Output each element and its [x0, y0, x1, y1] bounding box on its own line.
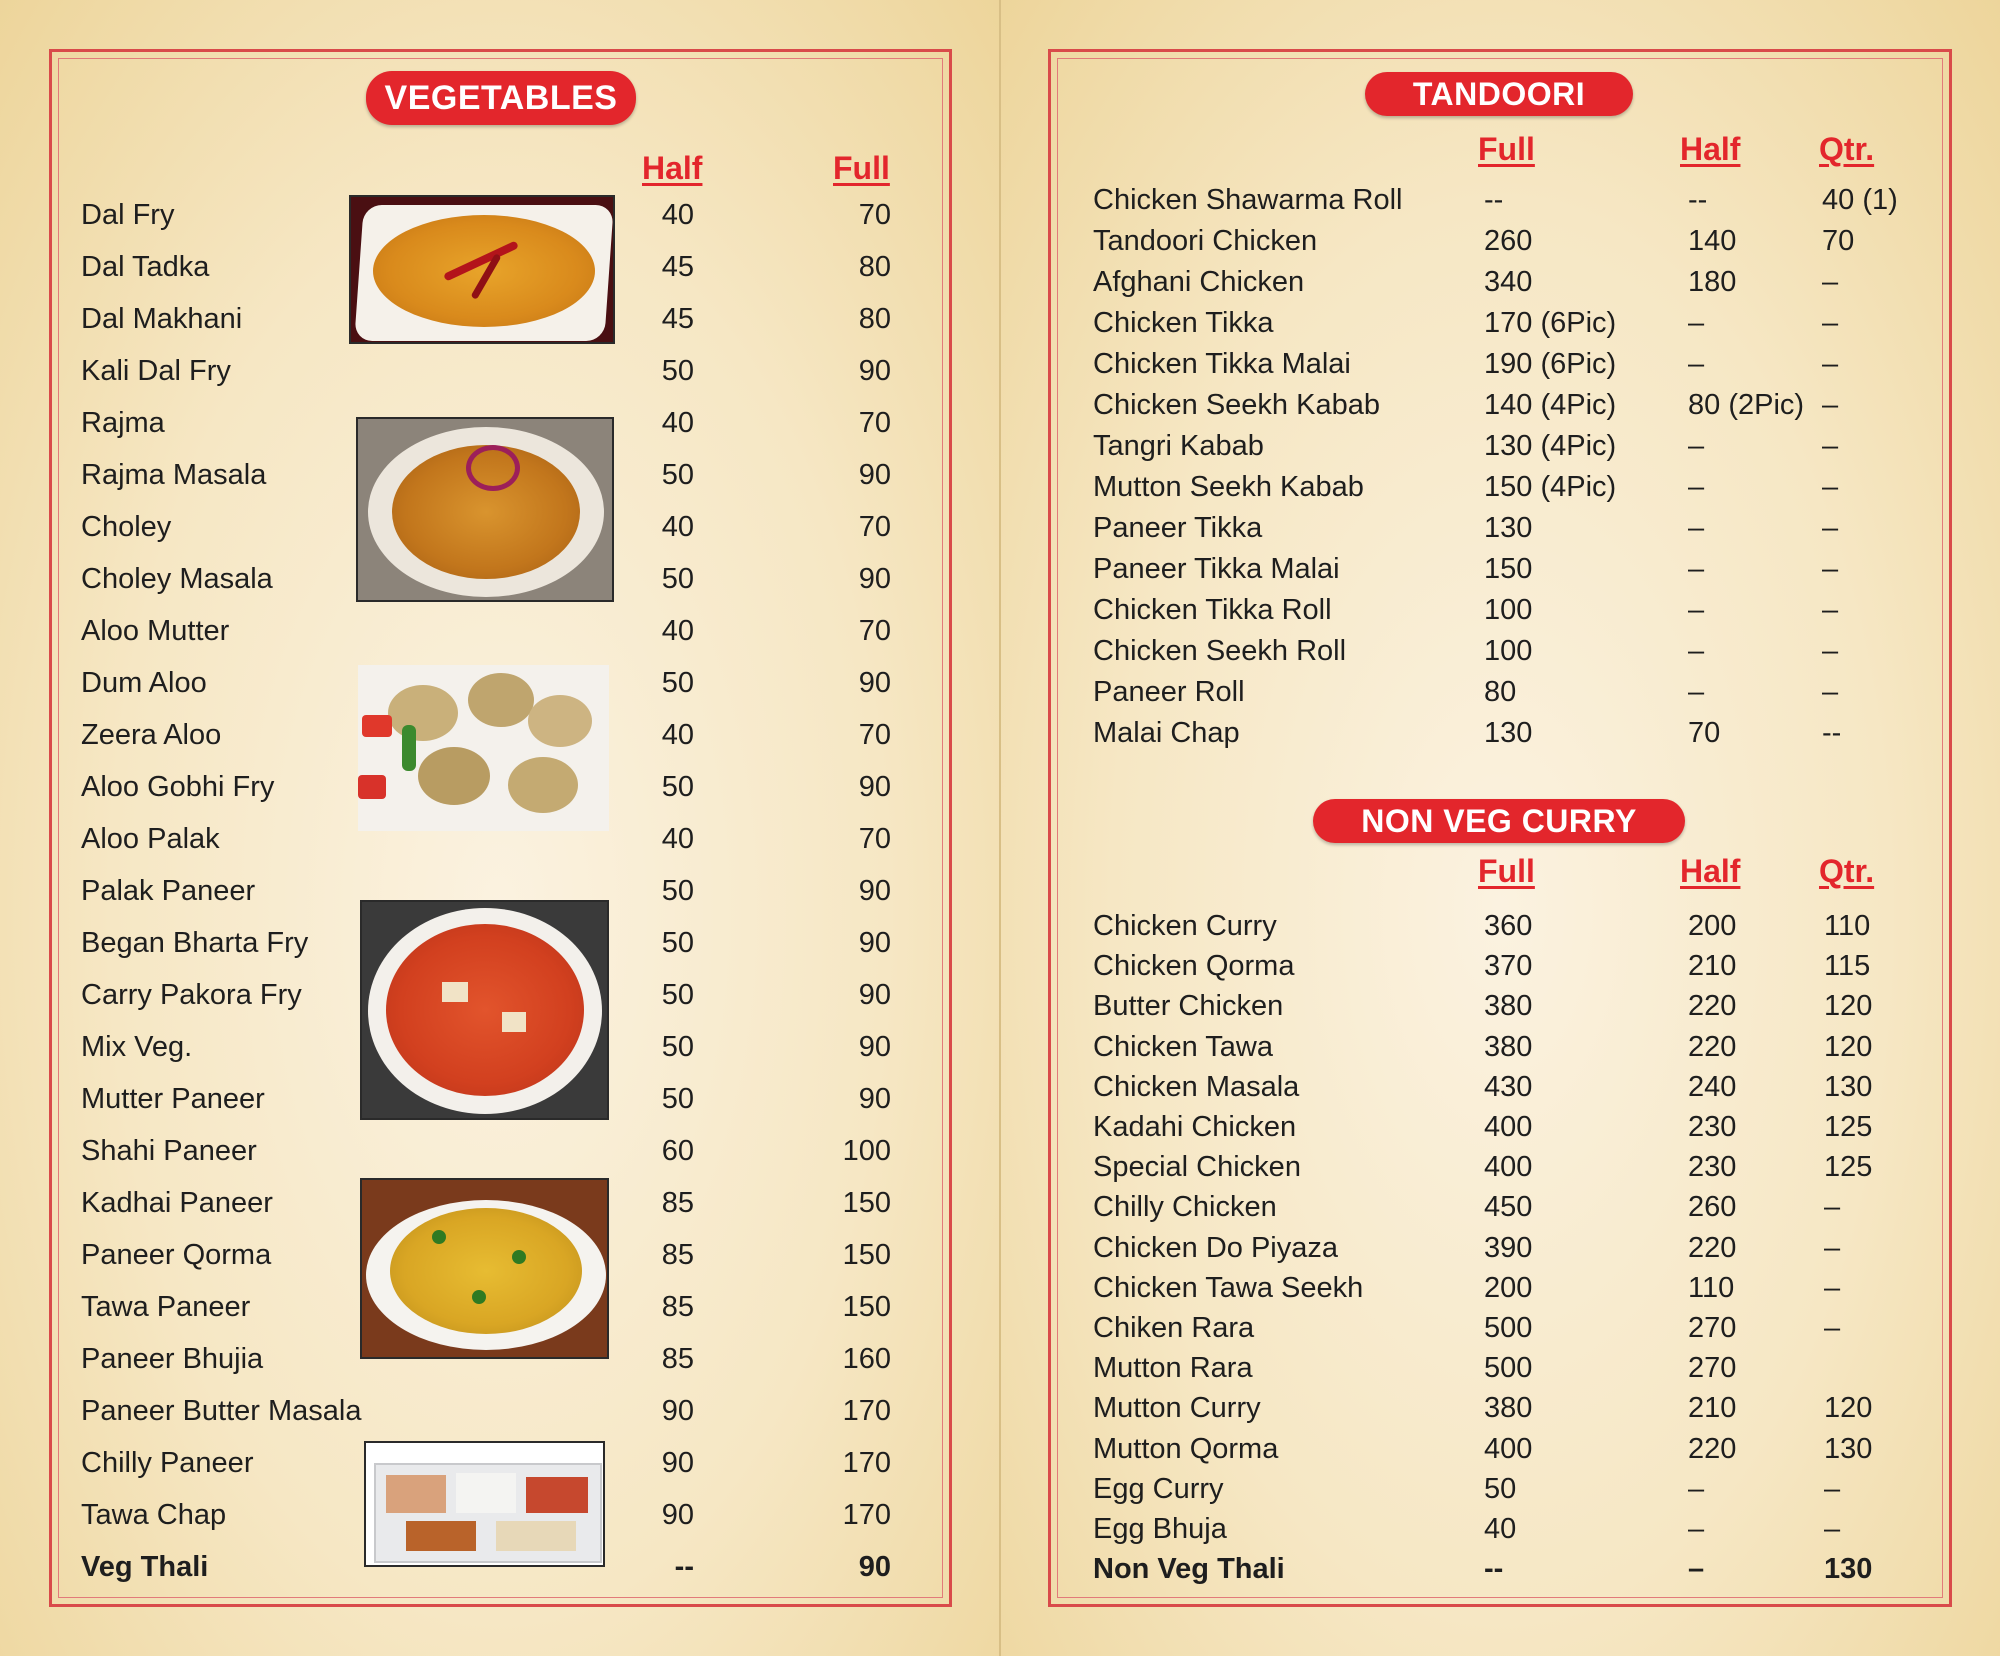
tandoori-item-qtr: –	[1822, 594, 1839, 626]
curry-item-full: 500	[1484, 1312, 1533, 1344]
tandoori-item-full: --	[1484, 184, 1504, 216]
curry-item-qtr: 110	[1824, 910, 1871, 942]
veg-item-full: 80	[858, 251, 891, 283]
tandoori-item-name: Tandoori Chicken	[1093, 225, 1318, 257]
curry-item-qtr: 120	[1824, 1392, 1873, 1424]
curry-col-full: Full	[1478, 853, 1535, 889]
tandoori-item-name: Chicken Seekh Roll	[1093, 635, 1347, 667]
veg-item-half: 40	[661, 823, 694, 855]
tandoori-item-name: Paneer Roll	[1093, 676, 1245, 708]
tandoori-item-name: Chicken Tikka	[1093, 307, 1274, 339]
rajma-photo	[356, 417, 614, 602]
curry-item-qtr: –	[1824, 1312, 1841, 1344]
tandoori-item-full: 260	[1484, 225, 1533, 257]
tandoori-item-qtr: –	[1822, 430, 1839, 462]
curry-item-qtr: 130	[1824, 1433, 1873, 1465]
tandoori-item-full: 100	[1484, 594, 1533, 626]
curry-item-full: 200	[1484, 1272, 1533, 1304]
veg-item-full: 150	[842, 1291, 891, 1323]
veg-item-name: Kali Dal Fry	[81, 355, 231, 387]
curry-item-full: --	[1484, 1553, 1504, 1585]
veg-item-name: Veg Thali	[81, 1551, 209, 1583]
veg-item-full: 170	[842, 1447, 891, 1479]
curry-item-half: 210	[1688, 950, 1737, 982]
curry-item-qtr: 125	[1824, 1111, 1873, 1143]
veg-item-full: 90	[858, 667, 891, 699]
tandoori-item-half: –	[1688, 471, 1705, 503]
tandoori-item-qtr: 40 (1)	[1822, 184, 1898, 216]
veg-item-full: 70	[858, 407, 891, 439]
veg-item-full: 160	[842, 1343, 891, 1375]
tandoori-item-full: 130 (4Pic)	[1484, 430, 1617, 462]
tandoori-item-qtr: –	[1822, 266, 1839, 298]
tandoori-item-half: –	[1688, 676, 1705, 708]
veg-item-half: 85	[661, 1291, 694, 1323]
curry-item-full: 430	[1484, 1071, 1533, 1103]
curry-item-half: –	[1688, 1513, 1705, 1545]
veg-item-full: 90	[858, 875, 891, 907]
tandoori-item-qtr: --	[1822, 717, 1842, 749]
tandoori-item-full: 80	[1484, 676, 1517, 708]
curry-item-half: 270	[1688, 1312, 1737, 1344]
veg-item-half: 90	[661, 1499, 694, 1531]
curry-item-name: Chicken Masala	[1093, 1071, 1300, 1103]
veg-item-name: Began Bharta Fry	[81, 927, 309, 959]
curry-item-qtr: –	[1824, 1272, 1841, 1304]
curry-col-half: Half	[1680, 853, 1741, 889]
curry-item-half: –	[1688, 1553, 1705, 1585]
veg-item-half: 50	[661, 927, 694, 959]
veg-item-name: Zeera Aloo	[81, 719, 222, 751]
curry-item-qtr: 130	[1824, 1553, 1873, 1585]
tandoori-item-qtr: –	[1822, 348, 1839, 380]
tandoori-title: TANDOORI	[1365, 72, 1633, 116]
veg-item-full: 90	[858, 563, 891, 595]
tandoori-item-full: 130	[1484, 512, 1533, 544]
veg-item-full: 90	[858, 355, 891, 387]
curry-item-full: 50	[1484, 1473, 1517, 1505]
tandoori-item-qtr: –	[1822, 676, 1839, 708]
veg-item-half: 40	[661, 199, 694, 231]
curry-item-name: Butter Chicken	[1093, 990, 1284, 1022]
veg-item-full: 170	[842, 1499, 891, 1531]
veg-item-name: Shahi Paneer	[81, 1135, 257, 1167]
veg-item-half: 50	[661, 1083, 694, 1115]
veg-item-half: 45	[661, 303, 694, 335]
veg-item-name: Kadhai Paneer	[81, 1187, 273, 1219]
tandoori-item-full: 340	[1484, 266, 1533, 298]
tandoori-col-full: Full	[1478, 131, 1535, 167]
curry-item-half: 210	[1688, 1392, 1737, 1424]
tandoori-item-qtr: –	[1822, 635, 1839, 667]
veg-item-full: 70	[858, 719, 891, 751]
veg-item-half: 40	[661, 615, 694, 647]
veg-item-half: 40	[661, 407, 694, 439]
veg-item-half: 50	[661, 979, 694, 1011]
non-veg-curry-title: NON VEG CURRY	[1313, 799, 1685, 843]
curry-item-name: Mutton Curry	[1093, 1392, 1261, 1424]
veg-item-name: Carry Pakora Fry	[81, 979, 302, 1011]
tandoori-item-qtr: –	[1822, 512, 1839, 544]
curry-item-name: Special Chicken	[1093, 1151, 1301, 1183]
tandoori-item-name: Malai Chap	[1093, 717, 1240, 749]
curry-item-full: 40	[1484, 1513, 1517, 1545]
tandoori-item-half: –	[1688, 348, 1705, 380]
curry-item-half: –	[1688, 1473, 1705, 1505]
tandoori-item-half: –	[1688, 512, 1705, 544]
veg-item-half: 50	[661, 667, 694, 699]
curry-item-name: Mutton Qorma	[1093, 1433, 1279, 1465]
tandoori-item-half: 70	[1688, 717, 1721, 749]
veg-item-half: 50	[661, 1031, 694, 1063]
curry-item-name: Chilly Chicken	[1093, 1191, 1277, 1223]
veg-item-half: 50	[661, 355, 694, 387]
curry-item-half: 110	[1688, 1272, 1735, 1304]
curry-item-half: 240	[1688, 1071, 1737, 1103]
veg-item-name: Choley Masala	[81, 563, 273, 595]
tandoori-item-half: 140	[1688, 225, 1737, 257]
curry-item-half: 220	[1688, 1433, 1737, 1465]
curry-item-half: 270	[1688, 1352, 1737, 1384]
page-fold	[999, 0, 1001, 1656]
veg-item-name: Choley	[81, 511, 172, 543]
curry-item-qtr: 115	[1824, 950, 1871, 982]
curry-item-full: 450	[1484, 1191, 1533, 1223]
veg-item-name: Rajma Masala	[81, 459, 267, 491]
veg-item-name: Chilly Paneer	[81, 1447, 254, 1479]
tandoori-item-name: Chicken Tikka Malai	[1093, 348, 1351, 380]
curry-item-name: Chicken Curry	[1093, 910, 1277, 942]
veg-item-name: Dal Fry	[81, 199, 175, 231]
veg-item-name: Mutter Paneer	[81, 1083, 265, 1115]
veg-item-full: 90	[858, 1551, 891, 1583]
curry-item-name: Egg Curry	[1093, 1473, 1224, 1505]
tandoori-item-name: Afghani Chicken	[1093, 266, 1305, 298]
veg-item-name: Paneer Bhujia	[81, 1343, 264, 1375]
veg-item-half: 85	[661, 1239, 694, 1271]
curry-item-qtr: –	[1824, 1513, 1841, 1545]
veg-item-name: Tawa Paneer	[81, 1291, 251, 1323]
veg-item-full: 90	[858, 1083, 891, 1115]
curry-item-half: 200	[1688, 910, 1737, 942]
tandoori-item-half: --	[1688, 184, 1708, 216]
veg-item-name: Dal Tadka	[81, 251, 210, 283]
tandoori-col-qtr: Qtr.	[1819, 131, 1875, 167]
veg-item-name: Aloo Mutter	[81, 615, 230, 647]
curry-item-full: 400	[1484, 1151, 1533, 1183]
curry-item-qtr: –	[1824, 1473, 1841, 1505]
veg-item-half: 40	[661, 511, 694, 543]
curry-item-half: 230	[1688, 1151, 1737, 1183]
veg-item-full: 150	[842, 1187, 891, 1219]
tandoori-item-full: 100	[1484, 635, 1533, 667]
curry-item-half: 220	[1688, 1232, 1737, 1264]
veg-item-name: Dal Makhani	[81, 303, 243, 335]
tandoori-item-half: –	[1688, 553, 1705, 585]
curry-col-qtr: Qtr.	[1819, 853, 1875, 889]
tandoori-item-half: –	[1688, 307, 1705, 339]
veg-item-name: Paneer Butter Masala	[81, 1395, 362, 1427]
curry-item-half: 220	[1688, 990, 1737, 1022]
veg-item-name: Palak Paneer	[81, 875, 256, 907]
tandoori-item-full: 130	[1484, 717, 1533, 749]
tandoori-item-qtr: –	[1822, 389, 1839, 421]
veg-item-name: Dum Aloo	[81, 667, 207, 699]
tandoori-item-qtr: 70	[1822, 225, 1855, 257]
veg-item-half: 40	[661, 719, 694, 751]
curry-item-name: Kadahi Chicken	[1093, 1111, 1297, 1143]
tandoori-item-qtr: –	[1822, 471, 1839, 503]
curry-item-name: Non Veg Thali	[1093, 1553, 1285, 1585]
veg-item-half: 50	[661, 771, 694, 803]
curry-item-half: 230	[1688, 1111, 1737, 1143]
veg-item-full: 100	[842, 1135, 891, 1167]
veg-item-full: 90	[858, 771, 891, 803]
curry-item-qtr: 120	[1824, 1031, 1873, 1063]
veg-item-half: 60	[661, 1135, 694, 1167]
veg-item-full: 150	[842, 1239, 891, 1271]
tandoori-item-name: Paneer Tikka	[1093, 512, 1263, 544]
curry-item-full: 390	[1484, 1232, 1533, 1264]
curry-item-qtr: 125	[1824, 1151, 1873, 1183]
curry-item-name: Chicken Do Piyaza	[1093, 1232, 1338, 1264]
tandoori-item-name: Chicken Tikka Roll	[1093, 594, 1332, 626]
curry-item-qtr: 130	[1824, 1071, 1873, 1103]
veg-item-full: 90	[858, 979, 891, 1011]
veg-item-full: 70	[858, 823, 891, 855]
tandoori-item-full: 170 (6Pic)	[1484, 307, 1617, 339]
veg-item-full: 70	[858, 511, 891, 543]
veg-item-half: 90	[661, 1395, 694, 1427]
tandoori-item-half: –	[1688, 594, 1705, 626]
curry-item-full: 360	[1484, 910, 1533, 942]
veg-item-full: 90	[858, 459, 891, 491]
veg-item-name: Aloo Palak	[81, 823, 220, 855]
curry-item-half: 260	[1688, 1191, 1737, 1223]
tandoori-item-name: Chicken Seekh Kabab	[1093, 389, 1380, 421]
veg-item-name: Aloo Gobhi Fry	[81, 771, 275, 803]
veg-item-half: 90	[661, 1447, 694, 1479]
veg-item-full: 70	[858, 199, 891, 231]
paneer-curry-photo	[360, 900, 609, 1120]
veg-item-half: 85	[661, 1343, 694, 1375]
tandoori-item-name: Tangri Kabab	[1093, 430, 1264, 462]
tandoori-item-half: –	[1688, 635, 1705, 667]
veg-item-name: Rajma	[81, 407, 165, 439]
dal-photo	[349, 195, 615, 344]
tandoori-item-qtr: –	[1822, 553, 1839, 585]
tandoori-item-half: –	[1688, 430, 1705, 462]
tandoori-item-qtr: –	[1822, 307, 1839, 339]
tandoori-item-full: 150	[1484, 553, 1533, 585]
veg-item-half: 50	[661, 459, 694, 491]
tandoori-item-half: 180	[1688, 266, 1737, 298]
tandoori-col-half: Half	[1680, 131, 1741, 167]
tikka-photo	[358, 665, 609, 831]
veg-item-name: Paneer Qorma	[81, 1239, 272, 1271]
veg-item-name: Mix Veg.	[81, 1031, 193, 1063]
veg-item-half: 85	[661, 1187, 694, 1219]
curry-item-name: Chicken Qorma	[1093, 950, 1295, 982]
vegetables-title: VEGETABLES	[366, 71, 636, 125]
curry-item-name: Egg Bhuja	[1093, 1513, 1227, 1545]
curry-item-full: 380	[1484, 1031, 1533, 1063]
veg-item-half: 50	[661, 563, 694, 595]
veg-item-full: 170	[842, 1395, 891, 1427]
curry-item-name: Chicken Tawa	[1093, 1031, 1274, 1063]
veg-item-half: 45	[661, 251, 694, 283]
curry-item-full: 370	[1484, 950, 1533, 982]
veg-item-full: 80	[858, 303, 891, 335]
thali-photo	[364, 1441, 605, 1567]
curry-item-half: 220	[1688, 1031, 1737, 1063]
curry-item-qtr: 120	[1824, 990, 1873, 1022]
tandoori-item-full: 140 (4Pic)	[1484, 389, 1617, 421]
curry-item-full: 400	[1484, 1111, 1533, 1143]
curry-item-qtr: –	[1824, 1232, 1841, 1264]
tandoori-item-name: Chicken Shawarma Roll	[1093, 184, 1403, 216]
vegetables-col-full: Full	[833, 150, 890, 186]
curry-item-name: Chicken Tawa Seekh	[1093, 1272, 1364, 1304]
tandoori-item-full: 190 (6Pic)	[1484, 348, 1617, 380]
curry-item-full: 500	[1484, 1352, 1533, 1384]
tandoori-item-half: 80 (2Pic)	[1688, 389, 1805, 421]
veg-item-full: 90	[858, 1031, 891, 1063]
curry-item-full: 380	[1484, 990, 1533, 1022]
curry-item-name: Mutton Rara	[1093, 1352, 1253, 1384]
vegetables-col-half: Half	[642, 150, 703, 186]
curry-item-qtr: –	[1824, 1191, 1841, 1223]
tandoori-item-full: 150 (4Pic)	[1484, 471, 1617, 503]
curry-item-name: Chiken Rara	[1093, 1312, 1255, 1344]
veg-item-full: 90	[858, 927, 891, 959]
tandoori-item-name: Paneer Tikka Malai	[1093, 553, 1340, 585]
veg-item-half: --	[674, 1551, 694, 1583]
veg-item-full: 70	[858, 615, 891, 647]
aloo-photo	[360, 1178, 609, 1359]
tandoori-item-name: Mutton Seekh Kabab	[1093, 471, 1364, 503]
curry-item-full: 380	[1484, 1392, 1533, 1424]
veg-item-name: Tawa Chap	[81, 1499, 227, 1531]
veg-item-half: 50	[661, 875, 694, 907]
curry-item-full: 400	[1484, 1433, 1533, 1465]
